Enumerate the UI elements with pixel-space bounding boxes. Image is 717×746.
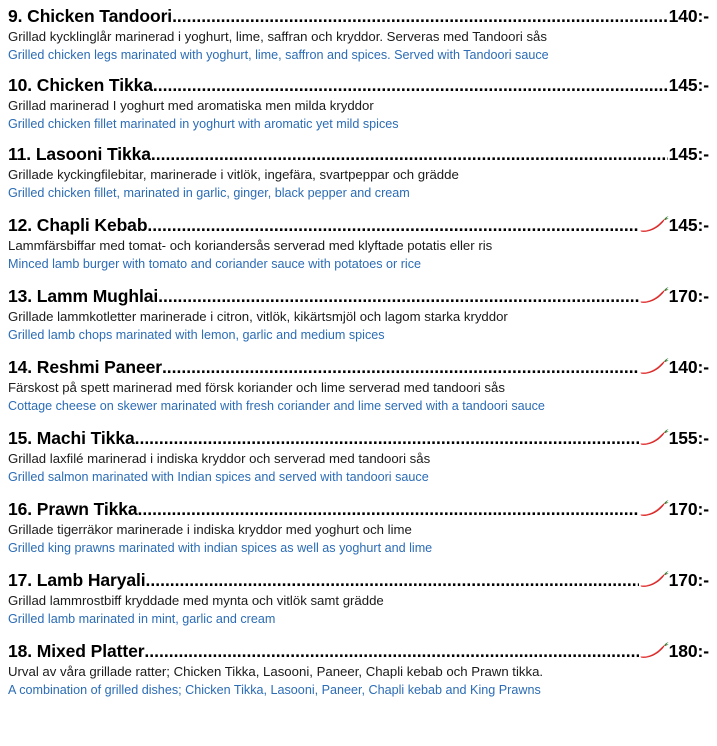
menu-item-price: 140:-	[668, 6, 709, 26]
menu-item-name: 17. Lamb Haryali	[8, 570, 146, 590]
menu-item-name: 18. Mixed Platter	[8, 641, 145, 661]
menu-item-title-row	[8, 568, 709, 591]
menu-item-description-en: Cottage cheese on skewer marinated with fresh coriander and lime served with a tandoori sauce	[8, 398, 545, 413]
dot-leader	[146, 570, 639, 591]
menu-item-description-sv: Grillade kyckingfilebitar, marinerade i vitlök, ingefära, svartpeppar och grädde	[8, 167, 459, 182]
chili-pepper-icon	[637, 499, 671, 517]
menu-item-price: 145:-	[668, 144, 709, 164]
menu-item-10	[8, 639, 709, 698]
dot-leader	[153, 75, 668, 96]
menu-item-title-row	[8, 75, 709, 96]
menu-item-title-row	[8, 639, 709, 662]
dot-leader	[158, 286, 639, 307]
menu-item-9	[8, 568, 709, 627]
dot-leader	[138, 499, 639, 520]
menu-item-description-en: A combination of grilled dishes; Chicken Tikka, Lasooni, Paneer, Chapli kebab and King Prawns	[8, 682, 541, 697]
menu-item-description-sv: Färskost på spett marinerad med försk koriander och lime serverad med tandoori sås	[8, 380, 505, 395]
menu-item-3	[8, 144, 709, 201]
menu-item-title-row	[8, 497, 709, 520]
menu-item-4	[8, 213, 709, 272]
menu-item-price: 140:-	[668, 357, 709, 377]
menu-item-name: 12. Chapli Kebab	[8, 215, 148, 235]
menu-item-name: 11. Lasooni Tikka	[8, 144, 151, 164]
menu-item-description-sv: Grillad laxfilé marinerad i indiska kryddor och serverad med tandoori sås	[8, 451, 431, 466]
menu-item-name: 16. Prawn Tikka	[8, 499, 138, 519]
menu-item-description-en: Grilled salmon marinated with Indian spices and served with tandoori sauce	[8, 469, 429, 484]
menu-item-price: 180:-	[668, 641, 709, 661]
chili-pepper-icon	[637, 286, 671, 304]
menu-item-price: 170:-	[668, 499, 709, 519]
menu-item-title-row	[8, 426, 709, 449]
menu-item-name: 13. Lamm Mughlai	[8, 286, 159, 306]
dot-leader	[135, 428, 639, 449]
dot-leader	[144, 641, 638, 662]
menu-item-7	[8, 426, 709, 485]
menu-item-price: 170:-	[668, 570, 709, 590]
menu-item-8	[8, 497, 709, 556]
menu-item-description-en: Grilled chicken legs marinated with yoghurt, lime, saffron and spices. Served with Tandoori sauce	[8, 47, 549, 62]
menu-item-description-en: Grilled lamb marinated in mint, garlic and cream	[8, 611, 276, 626]
chili-pepper-icon	[637, 570, 671, 588]
menu-item-name: 15. Machi Tikka	[8, 428, 135, 448]
chili-pepper-icon	[637, 215, 671, 233]
menu-item-description-en: Grilled chicken fillet, marinated in garlic, ginger, black pepper and cream	[8, 185, 410, 200]
menu-item-description-sv: Grillade lammkotletter marinerade i citron, vitlök, kikärtsmjöl och lagom starka kryddor	[8, 309, 508, 324]
menu-item-price: 145:-	[668, 75, 709, 95]
dot-leader	[147, 215, 638, 236]
chili-pepper-icon	[637, 641, 671, 659]
menu-item-description-en: Minced lamb burger with tomato and coriander sauce with potatoes or rice	[8, 256, 422, 271]
menu-item-title-row	[8, 144, 709, 165]
dot-leader	[172, 6, 668, 27]
menu-item-description-sv: Grillad marinerad I yoghurt med aromatiska men milda kryddor	[8, 98, 374, 113]
menu-item-title-row	[8, 284, 709, 307]
menu-item-price: 155:-	[668, 428, 709, 448]
menu-item-price: 170:-	[668, 286, 709, 306]
dot-leader	[162, 357, 639, 378]
menu-item-2	[8, 75, 709, 132]
menu-item-description-sv: Grillad lammrostbiff kryddade med mynta och vitlök samt grädde	[8, 593, 384, 608]
menu-item-name: 10. Chicken Tikka	[8, 75, 153, 95]
menu-item-6	[8, 355, 709, 414]
menu-item-description-sv: Lammfärsbiffar med tomat- och koriandersås serverad med klyftade potatis eller ris	[8, 238, 493, 253]
menu-item-title-row	[8, 6, 709, 27]
menu-item-description-sv: Urval av våra grillade ratter; Chicken Tikka, Lasooni, Paneer, Chapli kebab och Prawn tikka.	[8, 664, 544, 679]
menu-item-description-sv: Grillade tigerräkor marinerade i indiska kryddor med yoghurt och lime	[8, 522, 412, 537]
menu-item-name: 9. Chicken Tandoori	[8, 6, 173, 26]
menu-item-description-en: Grilled lamb chops marinated with lemon, garlic and medium spices	[8, 327, 385, 342]
menu-item-1	[8, 6, 709, 63]
menu-item-description-en: Grilled chicken fillet marinated in yoghurt with aromatic yet mild spices	[8, 116, 399, 131]
menu-item-title-row	[8, 213, 709, 236]
dot-leader	[151, 144, 668, 165]
menu-item-5	[8, 284, 709, 343]
menu-item-name: 14. Reshmi Paneer	[8, 357, 162, 377]
menu-item-price: 145:-	[668, 215, 709, 235]
chili-pepper-icon	[637, 428, 671, 446]
menu-item-title-row	[8, 355, 709, 378]
chili-pepper-icon	[637, 357, 671, 375]
menu-item-description-sv: Grillad kycklinglår marinerad i yoghurt, lime, saffran och kryddor. Serveras med Tandoori sås	[8, 29, 547, 44]
menu-item-description-en: Grilled king prawns marinated with indian spices as well as yoghurt and lime	[8, 540, 433, 555]
